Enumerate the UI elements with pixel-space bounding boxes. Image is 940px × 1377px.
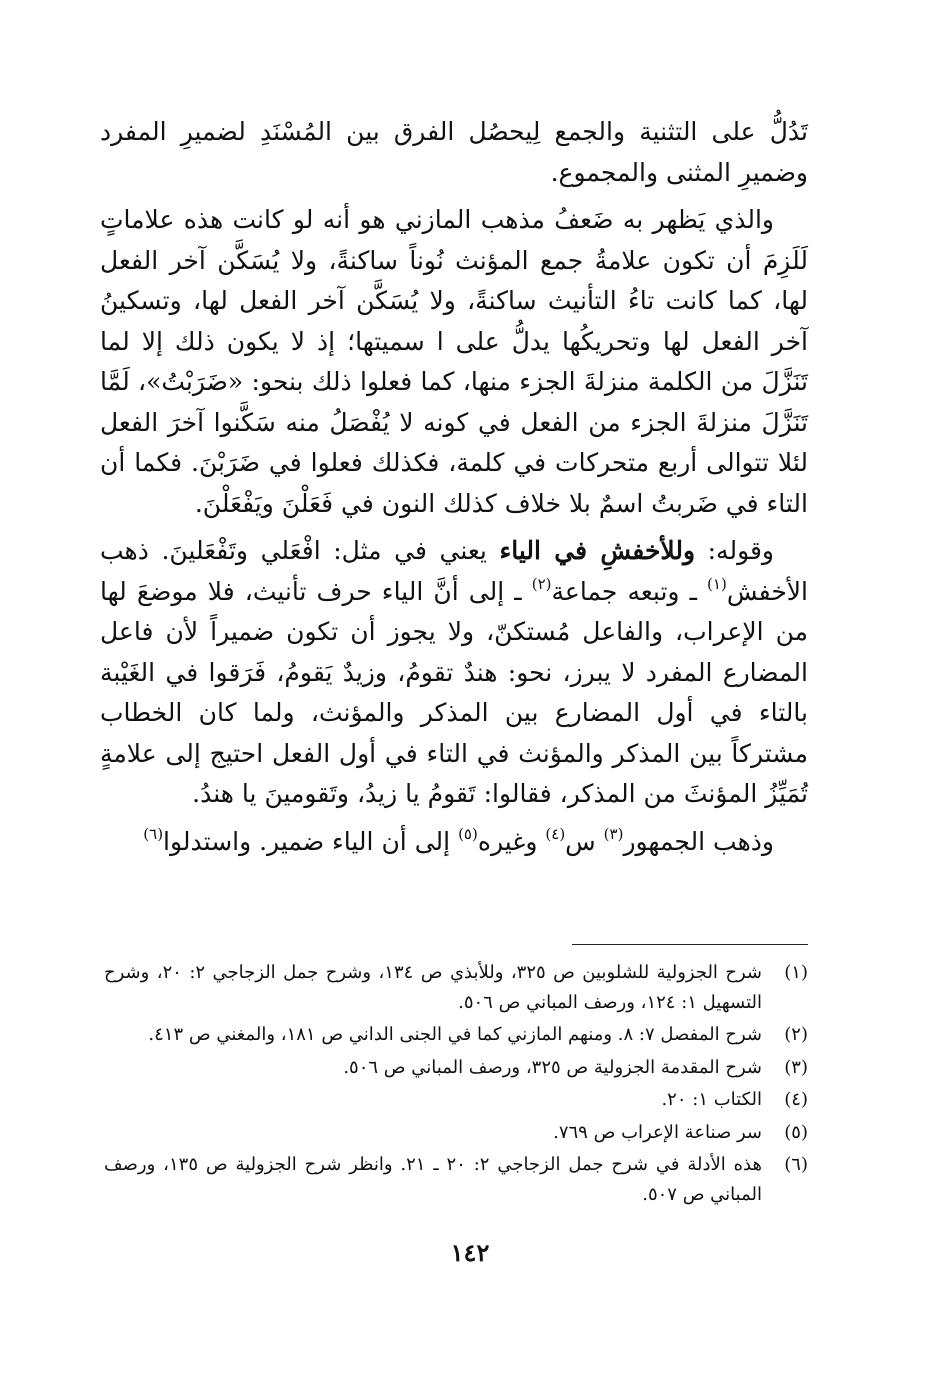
footnote-number: (٣) [784,1056,808,1078]
footnote-text: شرح الجزولية للشلوبين ص ٣٢٥، وللأبذي ص ١٣٤، وشرح جمل الزجاجي ٢: ٢٠، وشرح التسهيل ١: ١٢٤، ورصف المباني ص ٥٠٦. [104,962,762,1013]
paragraph-3-lead: وقوله: [707,536,775,565]
footnote-2 [104,1020,808,1050]
footnote-5 [104,1118,808,1148]
paragraph-4-text-2: س [565,826,596,856]
paragraph-3-text-2: ـ وتبعه جماعة [551,576,697,606]
footnote-ref-1[interactable]: (١) [707,574,727,593]
footnote-number: (٥) [784,1121,808,1143]
paragraph-4-text-1: وذهب الجمهور [623,826,774,856]
paragraph-3-text-3: ـ إلى أنَّ الياء حرف تأنيث، فلا موضعَ لها من الإعراب، والفاعل مُستكنّ، ولا يجوز أن تكون ضميراً لأن فاعل المضارع المفرد لا يبرز، نحو: هندٌ تقومُ، وزيدٌ يَقومُ، فَرَقوا في الغَيْبة بالتاء في أول المضارع بين المذكر والمؤنث، ولما كان الخطاب مشتركاً بين المذكر والمؤنث في التاء في أول الفعل احتيج إلى علامةٍ تُمَيِّزُ المؤنثَ من المذكر، فقالوا: تَقومُ يا زيدُ، وتَقومينَ يا هندُ. [100,576,808,808]
footnote-1 [104,958,808,1017]
footnote-3 [104,1053,808,1083]
footnote-text: الكتاب ١: ٢٠. [661,1089,762,1110]
main-text [100,112,808,869]
paragraph-1 [100,112,808,193]
footnote-text: شرح المقدمة الجزولية ص ٣٢٥، ورصف المباني ص ٥٠٦. [343,1056,762,1078]
page-number: ١٤٢ [450,1238,490,1267]
footnote-text: سر صناعة الإعراب ص ٧٦٩. [553,1121,762,1143]
paragraph-2 [100,200,808,524]
paragraph-4-text-3: وغيره [477,826,538,856]
footnote-number: (٤) [784,1089,808,1110]
paragraph-4 [100,822,808,863]
footnote-text: هذه الأدلة في شرح جمل الزجاجي ٢: ٢٠ ـ ٢١. وانظر شرح الجزولية ص ١٣٥، ورصف المباني ص ٥٠٧. [104,1154,762,1205]
footnote-ref-2[interactable]: (٢) [531,574,552,593]
footnote-number: (١) [784,962,808,983]
paragraph-2-text: والذي يَظهر به ضَعفُ مذهب المازني هو أنه لو كانت هذه علاماتٍ لَلَزِمَ أن تكون علامةُ جمع المؤنث نُوناً ساكنةً، ولا يُسَكَّن آخر الفعل لها، كما كانت تاءُ التأنيث ساكنةً، ولا يُسَكَّن آخر الفعل لها، وتسكينُ آخر الفعل لها وتحريكُها يدلُّ على ا سميتها؛ إذ لا يكون ذلك إلا لما تَنَزَّلَ من الكلمة منزلةَ الجزء منها، كما فعلوا ذلك بنحو: «ضَرَبْتُ»، لَمَّا تَنَزَّلَ منزلةَ الجزء من الفعل في كونه لا يُفْصَلُ منه سَكَّنوا آخرَ الفعل لئلا تتوالى أربع متحركات في كلمة، فكذلك فعلوا في ضَرَبْنَ. فكما أن التاء في ضَربتُ اسمٌ بلا خلاف كذلك النون في فَعَلْنَ ويَفْعَلْنَ. [100,205,808,518]
footnote-ref-6[interactable]: (٦) [143,824,164,843]
footnotes-section [104,958,808,1212]
footnote-ref-4[interactable]: (٤) [545,824,566,843]
footnote-number: (٢) [784,1024,808,1045]
paragraph-4-text-4: إلى أن الياء ضمير. واستدلوا [163,826,451,856]
paragraph-3-quoted-term: وللأخفشِ في الياء [499,536,696,565]
paragraph-3 [100,531,808,815]
footnote-text: شرح المفصل ٧: ٨. ومنهم المازني كما في الجنى الداني ص ١٨١، والمغني ص ٤١٣. [148,1024,762,1045]
footnote-6 [104,1150,808,1209]
footnote-number: (٦) [784,1154,808,1175]
paragraph-1-text: تَدُلُّ على التثنية والجمع لِيحصُل الفرق بين المُسْنَدِ لضميرِ المفرد وضميرِ المثنى والمجموع. [100,117,808,187]
footnote-ref-3[interactable]: (٣) [603,824,624,843]
footnote-4 [104,1085,808,1115]
footnote-ref-5[interactable]: (٥) [458,824,478,843]
paragraph-3-text-1: يعني في مثل: افْعَلي وتَفْعَلينَ. ذهب الأخفش [100,536,808,606]
footnote-divider [572,944,808,945]
